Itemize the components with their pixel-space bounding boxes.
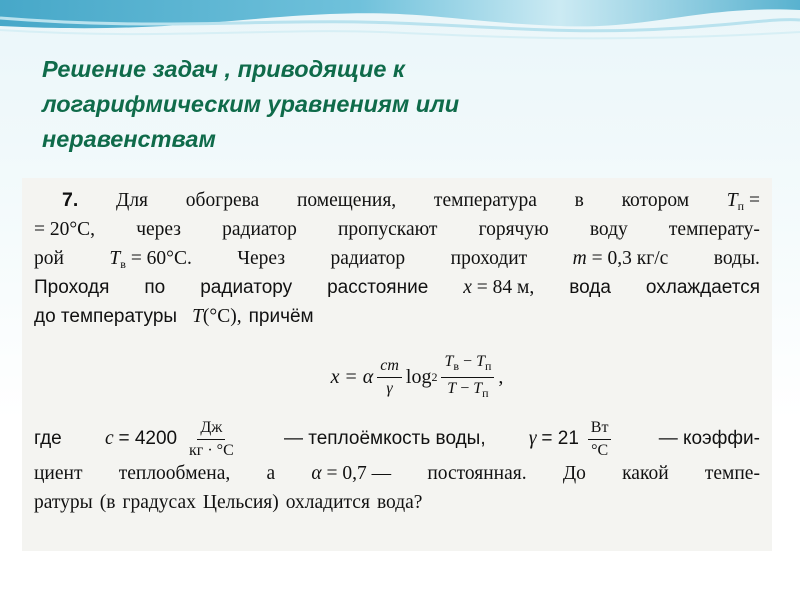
problem-text — [34, 186, 760, 517]
word: какой — [622, 463, 669, 484]
math-distance: x = 84 м, — [463, 277, 535, 298]
word: в — [574, 190, 584, 211]
word: вода? — [376, 492, 423, 513]
problem-line-6 — [34, 419, 760, 459]
word: по — [144, 277, 166, 298]
title-line-3: неравенствам — [42, 126, 216, 152]
word: (в — [99, 492, 116, 513]
word: = 20°C, — [34, 219, 96, 240]
problem-line-3 — [34, 244, 760, 273]
word: постоянная. — [427, 463, 527, 484]
word: циент — [34, 463, 83, 484]
problem-line-1 — [34, 186, 760, 215]
word: котором — [621, 190, 690, 211]
word: радиатор — [222, 219, 297, 240]
word: Проходя — [34, 277, 110, 298]
problem-number: 7. — [62, 189, 79, 211]
title-line-2: логарифмическим уравнениям или — [42, 91, 460, 117]
word: охлаждается — [645, 277, 760, 298]
word: До — [562, 463, 586, 484]
word: Для — [116, 190, 149, 211]
word: теплообмена, — [118, 463, 231, 484]
problem-line-8 — [34, 488, 760, 517]
title-line-1: Решение задач , приводящие к — [42, 56, 405, 82]
word: до температуры — [34, 306, 178, 327]
main-formula: x = α $\frac{cm}{\gamma}$ log 2 $\frac{T_в - T_п}{T - T_п}$ , — [330, 352, 504, 400]
math-mass-flow: m = 0,3 кг/с — [572, 248, 669, 269]
word: проходит — [450, 248, 528, 269]
math-temperature: T(°C), — [192, 306, 242, 327]
math-alpha: α = 0,7 — — [311, 463, 392, 484]
word: обогрева — [185, 190, 260, 211]
word: — теплоёмкость воды, — [283, 428, 486, 449]
word: рой — [34, 248, 64, 269]
word: Через — [237, 248, 286, 269]
word: Цельсия) — [202, 492, 279, 513]
word: пропускают — [337, 219, 438, 240]
unit-w-per-c: $\frac{Вт}{^\circ C}$ — [588, 419, 612, 460]
top-wave-decoration — [0, 0, 800, 60]
word: радиатору — [200, 277, 293, 298]
word: ратуры — [34, 492, 93, 513]
problem-line-7 — [34, 459, 760, 488]
word: вода — [569, 277, 611, 298]
word: температу- — [668, 219, 760, 240]
word: охладится — [285, 492, 370, 513]
word: а — [266, 463, 276, 484]
word: градусах — [122, 492, 196, 513]
fraction-temperatures: $\frac{T_в - T_п}{T - T_п}$ — [441, 353, 494, 402]
word: причём — [248, 306, 314, 327]
word: радиатор — [330, 248, 406, 269]
word: расстояние — [327, 277, 429, 298]
word: темпе- — [704, 463, 760, 484]
math-heat-transfer: γ = 21 $\frac{Вт}{^\circ C}$ — [529, 419, 616, 460]
problem-line-5 — [34, 302, 760, 331]
word: температура — [433, 190, 537, 211]
slide-title — [42, 52, 642, 157]
word: где — [34, 428, 62, 449]
problem-line-2 — [34, 215, 760, 244]
unit-j-per-kg-c: $\frac{Дж}{кг \cdot ^\circ C}$ — [189, 419, 234, 460]
word: через — [136, 219, 182, 240]
word: воду — [589, 219, 628, 240]
fraction-cm-gamma: $\frac{cm}{\gamma}$ — [377, 357, 402, 398]
math-room-temp: $T_п$ = — [726, 190, 760, 213]
word: — коэффи- — [658, 428, 760, 449]
math-water-temp: $T_в = 60^\circ C$. — [109, 248, 192, 271]
word: помещения, — [296, 190, 397, 211]
math-heat-capacity: c = 4200 $\frac{Дж}{кг \cdot ^\circ C}$ — [105, 419, 241, 460]
word: воды. — [713, 248, 760, 269]
word: горячую — [478, 219, 549, 240]
